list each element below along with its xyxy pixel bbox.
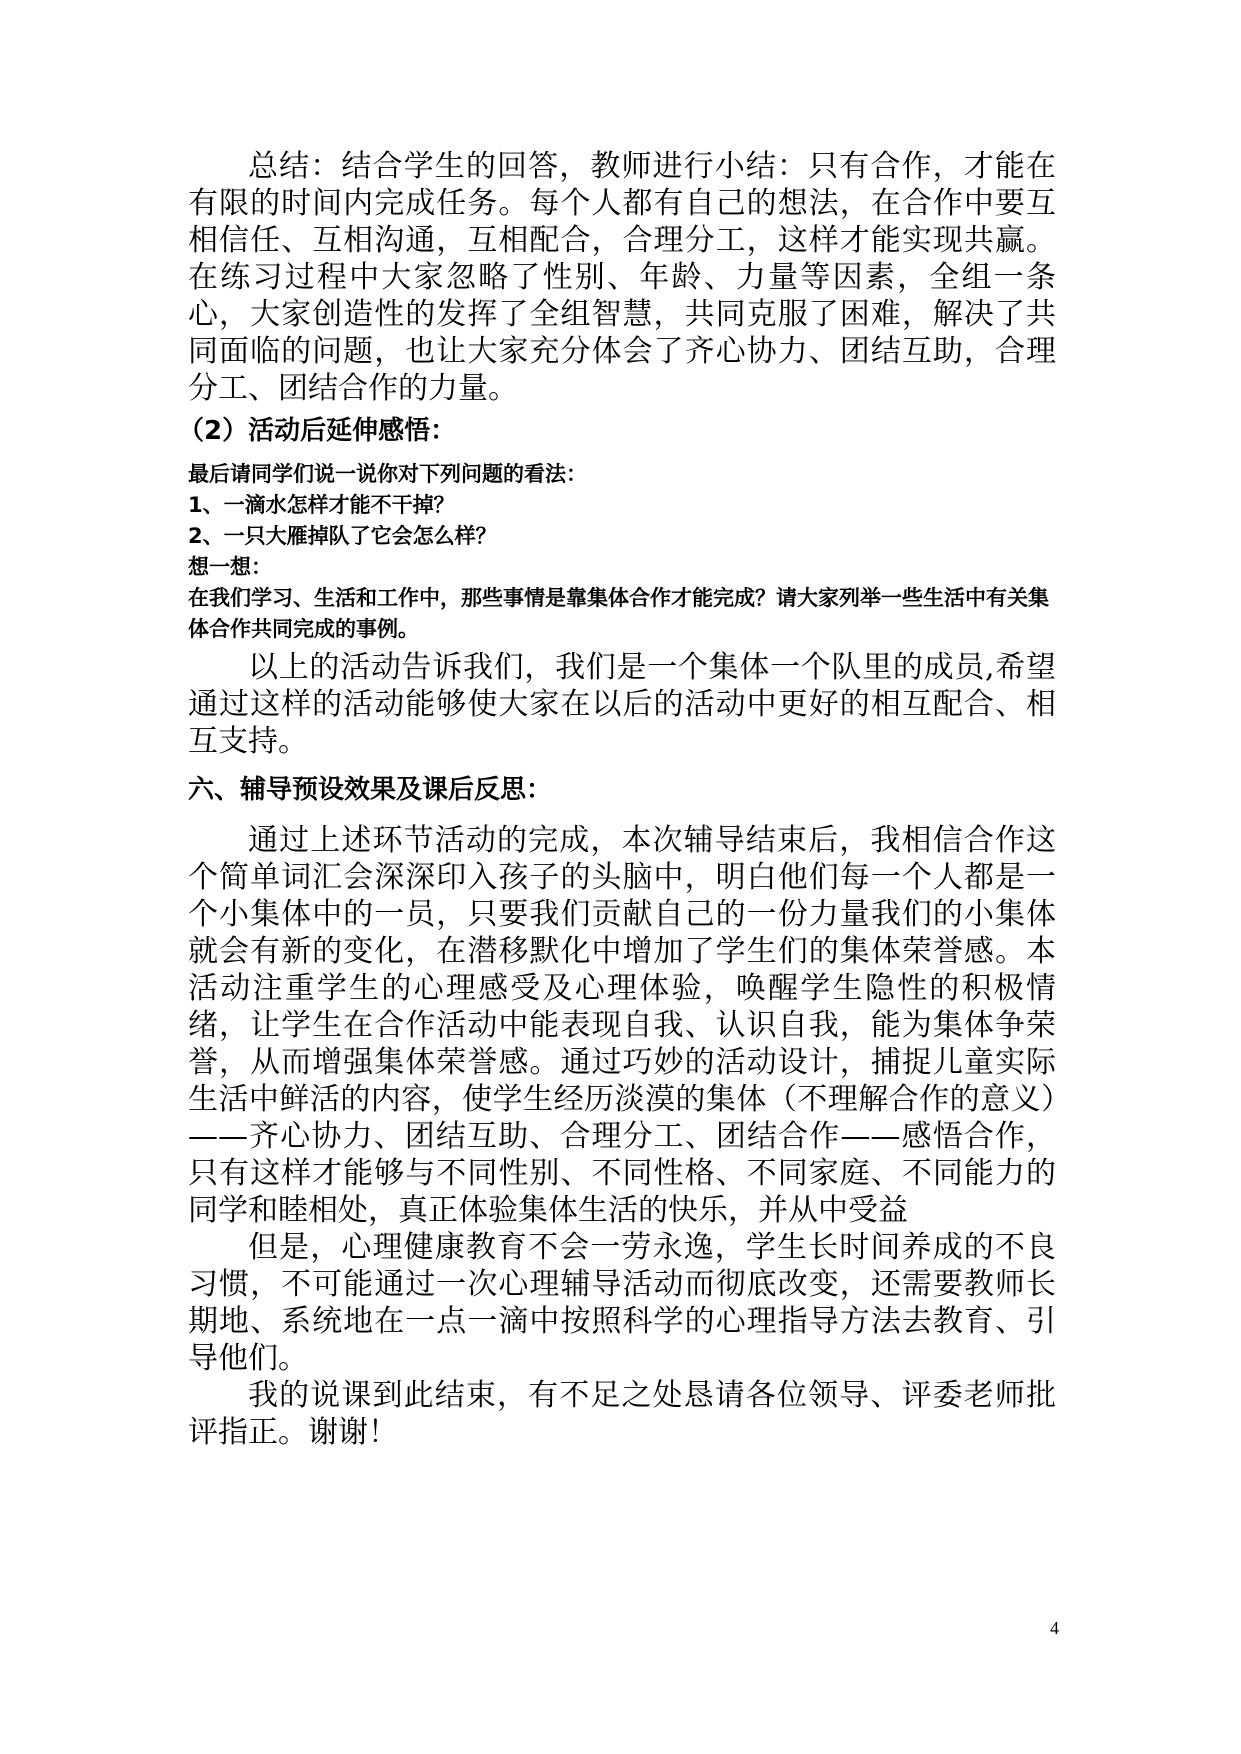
- think-label: 想一想：: [188, 555, 272, 579]
- reflection-paragraph-1: 通过上述环节活动的完成，本次辅导结束后，我相信合作这个简单词汇会深深印入孩子的头脑中，明白他们每一个人都是一个小集体中的一员，只要我们贡献自己的一份力量我们的小集体就会有新的变化，在潜移默化中增加了学生们的集体荣誉感。本活动注重学生的心理感受及心理体验，唤醒学生隐性的积极情绪，让学生在合作活动中能表现自我、认识自我，能为集体争荣誉，从而增强集体荣誉感。通过巧妙的活动设计，捕捉儿童实际生活中鲜活的内容，使学生经历淡漠的集体（不理解合作的意义）——齐心协力、团结互助、合理分工、团结合作——感悟合作，只有这样才能够与不同性别、不同性格、不同家庭、不同能力的同学和睦相处，真正体验集体生活的快乐，并从中受益: [188, 823, 1056, 1228]
- activity-conclusion: 以上的活动告诉我们，我们是一个集体一个队里的成员,希望通过这样的活动能够使大家在以后的活动中更好的相互配合、相互支持。: [188, 650, 1056, 759]
- question-1: 1、一滴水怎样才能不干掉？: [188, 493, 455, 517]
- section-6-heading: 六、辅导预设效果及课后反思：: [188, 775, 553, 805]
- reflection-paragraph-2: 但是，心理健康教育不会一劳永逸，学生长时间养成的不良习惯，不可能通过一次心理辅导活动而彻底改变，还需要教师长期地、系统地在一点一滴中按照科学的心理指导方法去教育、引导他们。: [188, 1230, 1056, 1376]
- question-2: 2、一只大雁掉队了它会怎么样？: [188, 524, 497, 548]
- closing-paragraph: 我的说课到此结束，有不足之处恳请各位领导、评委老师批评指正。谢谢！: [188, 1378, 1056, 1450]
- section-2-heading: （2）活动后延伸感悟：: [178, 416, 457, 446]
- page-number: 4: [1050, 1618, 1059, 1638]
- document-page: [178, 148, 1056, 1451]
- summary-paragraph: 总结：结合学生的回答，教师进行小结：只有合作，才能在有限的时间内完成任务。每个人都有自己的想法，在合作中要互相信任、互相沟通，互相配合，合理分工，这样才能实现共赢。在练习过程中大家忽略了性别、年龄、力量等因素，全组一条心，大家创造性的发挥了全组智慧，共同克服了困难，解决了共同面临的问题，也让大家充分体会了齐心协力、团结互助，合理分工、团结合作的力量。: [188, 149, 1056, 406]
- prompt-intro: 最后请同学们说一说你对下列问题的看法：: [188, 462, 587, 486]
- think-text: 在我们学习、生活和工作中，那些事情是靠集体合作才能完成？请大家列举一些生活中有关集体合作共同完成的事例。: [188, 586, 1049, 641]
